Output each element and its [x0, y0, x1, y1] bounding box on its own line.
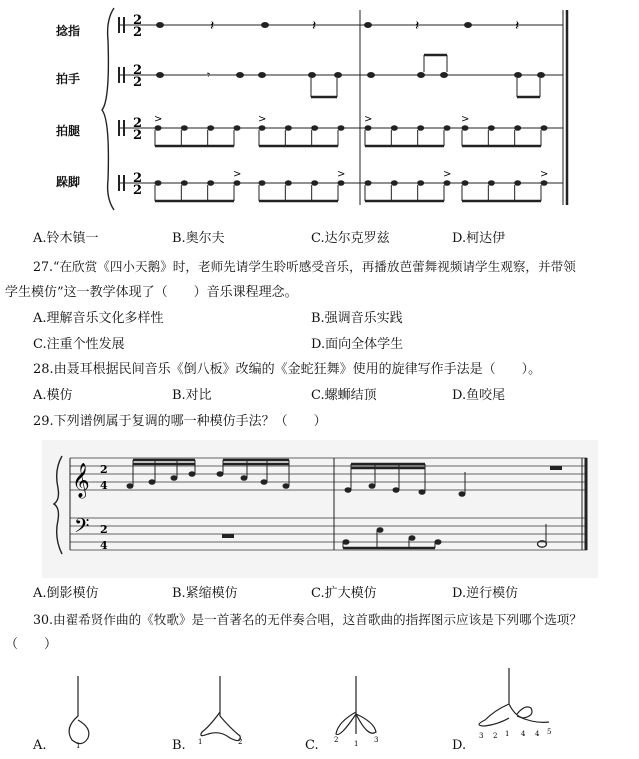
note	[488, 125, 495, 131]
note	[444, 180, 451, 186]
q26-option-d[interactable]: D.柯达伊	[452, 231, 506, 246]
q30-option-a[interactable]: A.	[33, 738, 47, 753]
note	[393, 487, 400, 493]
note	[261, 22, 269, 28]
note	[338, 125, 345, 131]
note	[259, 180, 266, 186]
percussion-clef	[118, 17, 120, 33]
rest: 𝄾	[207, 68, 211, 82]
percussion-clef	[118, 175, 120, 191]
time-signature: 2	[133, 171, 143, 186]
q27-option-a[interactable]: A.理解音乐文化多样性	[33, 311, 164, 326]
accent: >	[443, 169, 452, 180]
q29-option-b[interactable]: B.紧缩模仿	[172, 586, 238, 601]
q27-option-c[interactable]: C.注重个性发展	[33, 337, 125, 352]
svg-text:1: 1	[76, 742, 81, 750]
rest: 𝄽	[312, 18, 317, 34]
q29-stem: 29.下列谱例属于复调的哪一种模仿手法？（ ）	[33, 414, 327, 429]
time-signature: 4	[100, 479, 108, 492]
note	[207, 125, 214, 131]
note	[338, 180, 345, 186]
note	[181, 125, 188, 131]
note	[367, 72, 375, 78]
row-label-pat: 拍腿	[56, 124, 81, 138]
note	[234, 180, 241, 186]
note	[334, 72, 342, 78]
accent: >	[461, 114, 470, 125]
note	[345, 487, 352, 493]
treble-clef: 𝄞	[72, 463, 90, 498]
note	[241, 475, 248, 481]
q27-option-d[interactable]: D.面向全体学生	[311, 337, 404, 352]
note	[155, 125, 162, 131]
note	[149, 479, 156, 485]
time-signature: 2	[133, 63, 143, 78]
q29-option-a[interactable]: A.倒影模仿	[33, 586, 99, 601]
accent: >	[364, 114, 373, 125]
note	[537, 72, 545, 78]
time-signature: 2	[100, 523, 108, 536]
q26-option-c[interactable]: C.达尔克罗兹	[311, 231, 390, 246]
accent: >	[233, 169, 242, 180]
note	[488, 180, 495, 186]
q27-stem-line1: 27.“在欣赏《四小天鹅》时，老师先请学生聆听感受音乐，再播放芭蕾舞视频请学生观察，并带领	[33, 259, 576, 274]
note	[541, 180, 548, 186]
bass-clef: 𝄢	[74, 514, 90, 542]
note	[364, 22, 372, 28]
svg-text:1: 1	[198, 738, 203, 746]
note	[365, 180, 372, 186]
note	[234, 125, 241, 131]
q30-option-c[interactable]: C.	[305, 738, 319, 753]
note	[155, 180, 162, 186]
time-signature: 2	[133, 13, 143, 28]
accent: >	[154, 114, 163, 125]
note	[514, 180, 521, 186]
note	[514, 125, 521, 131]
note	[308, 72, 316, 78]
time-signature: 2	[100, 463, 108, 476]
q30-stem-line2: （ ）	[5, 637, 58, 652]
note	[440, 72, 448, 78]
note	[285, 125, 292, 131]
conducting-diagram-c	[328, 672, 388, 750]
note	[217, 471, 224, 477]
note	[156, 72, 164, 78]
svg-text:2: 2	[238, 738, 243, 746]
note	[343, 539, 350, 545]
note	[365, 125, 372, 131]
q29-score-image	[42, 440, 598, 578]
accent: >	[258, 114, 267, 125]
percussion-clef	[118, 120, 120, 136]
rest: 𝄽	[515, 18, 520, 34]
svg-text:4: 4	[535, 730, 540, 738]
q27-option-b[interactable]: B.强调音乐实践	[311, 311, 403, 326]
q28-stem: 28.由聂耳根据民间音乐《倒八板》改编的《金蛇狂舞》使用的旋律写作手法是（ ）。	[33, 362, 542, 377]
svg-text:5: 5	[547, 728, 552, 736]
rest	[550, 466, 562, 470]
note	[156, 22, 164, 28]
q28-option-d[interactable]: D.鱼咬尾	[452, 388, 506, 403]
rest: 𝄽	[210, 18, 215, 34]
row-label-snap: 捻指	[56, 24, 81, 38]
time-signature: 2	[133, 116, 143, 131]
svg-text:3: 3	[479, 732, 484, 740]
note	[435, 539, 442, 545]
q28-option-c[interactable]: C.螺蛳结顶	[311, 388, 377, 403]
q26-option-b[interactable]: B.奥尔夫	[172, 231, 225, 246]
note	[259, 125, 266, 131]
note	[261, 479, 268, 485]
note	[462, 125, 469, 131]
svg-text:2: 2	[493, 732, 498, 740]
note	[391, 125, 398, 131]
time-signature: 2	[133, 128, 143, 143]
note	[444, 125, 451, 131]
note	[283, 483, 290, 489]
note	[459, 491, 466, 497]
note	[462, 180, 469, 186]
note	[409, 535, 416, 541]
percussion-clef	[123, 67, 125, 83]
time-signature: 2	[133, 75, 143, 90]
note	[417, 180, 424, 186]
rest: 𝄽	[415, 18, 420, 34]
q27-stem-line2: 学生模仿”这一教学体现了（ ）音乐课程理念。	[5, 285, 298, 300]
q29-option-c[interactable]: C.扩大模仿	[311, 586, 377, 601]
percussion-clef	[123, 175, 125, 191]
note	[311, 125, 318, 131]
note	[189, 471, 196, 477]
row-label-stomp: 跺脚	[56, 175, 81, 189]
note	[391, 180, 398, 186]
note	[127, 483, 134, 489]
q30-option-d[interactable]: D.	[452, 738, 467, 753]
time-signature: 2	[133, 25, 143, 40]
note	[311, 180, 318, 186]
q30-stem-line1: 30.由翟希贤作曲的《牧歌》是一首著名的无伴奏合唱，这首歌曲的指挥图示应该是下列哪个选项？	[33, 612, 582, 627]
svg-text:4: 4	[521, 730, 526, 738]
note	[419, 489, 426, 495]
conducting-diagram-a	[60, 672, 110, 750]
q28-option-b[interactable]: B.对比	[172, 388, 212, 403]
svg-text:2: 2	[334, 736, 339, 744]
accent: >	[540, 169, 549, 180]
percussion-clef	[118, 67, 120, 83]
note	[236, 72, 244, 78]
row-label-clap: 拍手	[56, 72, 81, 86]
note	[207, 180, 214, 186]
note	[464, 22, 472, 28]
note	[171, 475, 178, 481]
q30-option-b[interactable]: B.	[172, 738, 186, 753]
rest	[222, 534, 234, 538]
note	[369, 483, 376, 489]
note	[181, 180, 188, 186]
q29-option-d[interactable]: D.逆行模仿	[452, 586, 519, 601]
svg-text:1: 1	[505, 730, 510, 738]
svg-text:1: 1	[354, 740, 359, 748]
accent: >	[337, 169, 346, 180]
q26-option-a[interactable]: A.铃木镇一	[33, 231, 99, 246]
note	[377, 527, 384, 533]
note	[417, 125, 424, 131]
note	[514, 72, 522, 78]
svg-text:3: 3	[374, 736, 379, 744]
rhythm-notation	[0, 0, 639, 215]
percussion-clef	[123, 120, 125, 136]
conducting-diagram-b	[190, 672, 250, 750]
note	[541, 125, 548, 131]
conducting-diagram-d	[465, 664, 565, 750]
percussion-clef	[123, 17, 125, 33]
time-signature: 2	[133, 183, 143, 198]
note	[258, 72, 266, 78]
q28-option-a[interactable]: A.模仿	[33, 388, 73, 403]
note	[285, 180, 292, 186]
note	[417, 72, 425, 78]
time-signature: 4	[100, 539, 108, 552]
